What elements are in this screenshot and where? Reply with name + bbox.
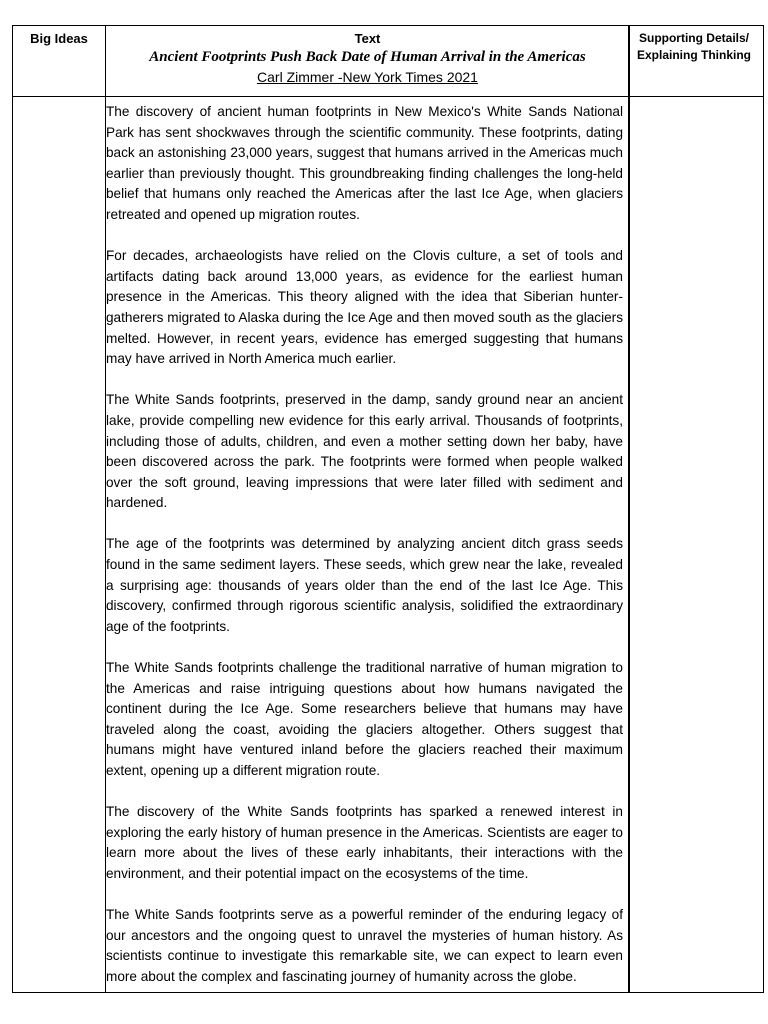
article-byline: Carl Zimmer -New York Times 2021 [257,69,478,85]
article-title: Ancient Footprints Push Back Date of Human Arrival in the Americas [149,49,586,65]
article-paragraph: For decades, archaeologists have relied on the Clovis culture, a set of tools and artifacts dating back around 13,000 years, as evidence for the earliest human presence in the Americas. This theory aligned with the idea that Siberian hunter-gatherers migrated to Alaska during the Ice Age and then moved south as the glaciers melted. However, in recent years, evidence has emerged suggesting that humans may have arrived in North America much earlier. [106,248,623,367]
article-body [106,102,623,988]
column-border-right [763,25,764,993]
big-ideas-header: Big Ideas [30,31,88,46]
header-divider [12,96,764,97]
article-paragraph: The White Sands footprints serve as a powerful reminder of the enduring legacy of our ancestors and the ongoing quest to unravel the mysteries of human history. As scientists continue to investigate this remarkable site, we can expect to learn even more about the complex and fascinating journey of humanity across the globe. [106,907,623,984]
article-paragraph: The discovery of ancient human footprints in New Mexico's White Sands National Park has sent shockwaves through the scientific community. These footprints, dating back an astonishing 23,000 years, suggest that humans arrived in the Americas much earlier than previously thought. This groundbreaking finding challenges the long-held belief that humans only reached the Americas after the last Ice Age, when glaciers retreated and opened up migration routes. [106,104,623,222]
supporting-details-header: Supporting Details/ Explaining Thinking [637,31,751,62]
article-paragraph: The White Sands footprints challenge the traditional narrative of human migration to the Americas and raise intriguing questions about how humans navigated the continent during the Ice Age. Some researchers believe that humans may have traveled along the coast, avoiding the glaciers altogether. Others suggest that humans might have ventured inland before the glaciers reached their maximum extent, opening up a different migration route. [106,660,623,778]
column-divider-right [628,25,630,993]
article-paragraph: The age of the footprints was determined by analyzing ancient ditch grass seeds found in the same sediment layers. These seeds, which grew near the lake, revealed a surprising age: thousands of years older than the end of the last Ice Age. This discovery, confirmed through rigorous scientific analysis, solidified the extraordinary age of the footprints. [106,536,623,634]
text-column-label: Text [354,31,381,46]
article-paragraph: The White Sands footprints, preserved in the damp, sandy ground near an ancient lake, provide compelling new evidence for this early arrival. Thousands of footprints, including those of adults, children, and even a mother setting down her baby, have been discovered across the park. The footprints were formed when people walked over the soft ground, leaving impressions that were later filled with sediment and hardened. [106,392,623,511]
article-paragraph: The discovery of the White Sands footprints has sparked a renewed interest in exploring the early history of human presence in the Americas. Scientists are eager to learn more about the lives of these early inhabitants, their interactions with the environment, and their potential impact on the ecosystems of the time. [106,804,623,881]
text-header [106,30,629,87]
